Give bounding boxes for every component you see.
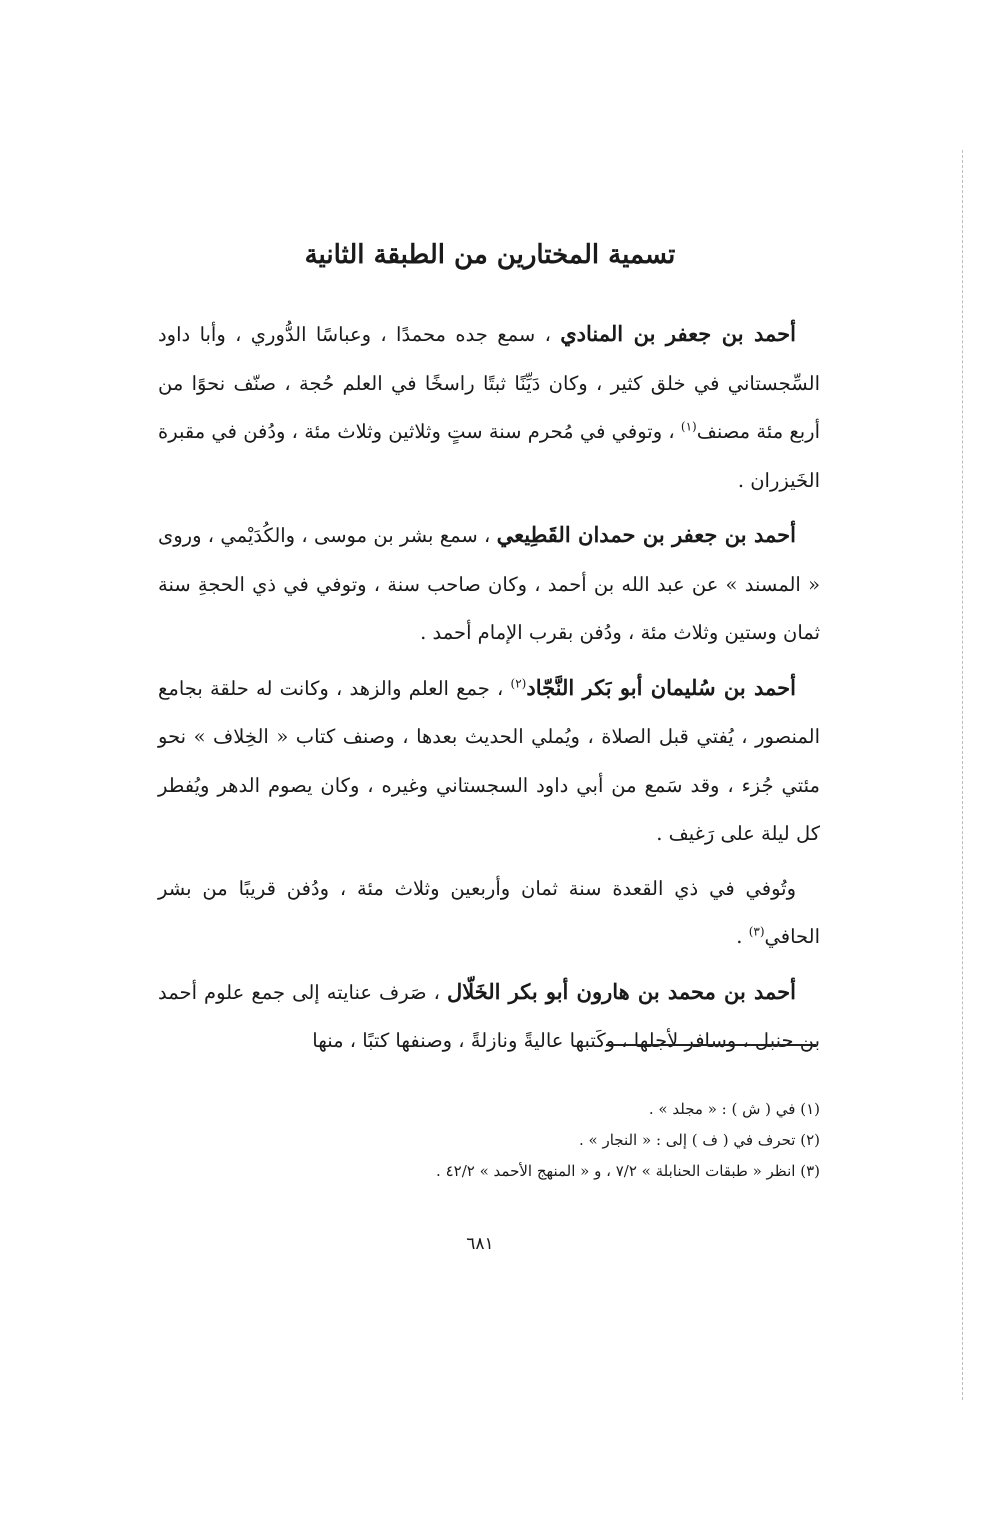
entry-text: ، سمع جده محمدًا ، وعباسًا الدُّوري ، وأبا داود السِّجستاني في خلق كثير ، وكان دَيِّنًا ثبتًا راسخًا في العلم حُجة ، صنّف نحوًا من أربع مئة مصنف [158, 323, 821, 443]
entry-text: ، سمع بشر بن موسى ، والكُدَيْمي ، وروى « المسند » عن عبد الله بن أحمد ، وكان صاحب سنة ، وتوفي في ذي الحجةِ سنة ثمان وستين وثلاث مئة ، ودُفن بقرب الإمام أحمد . [158, 524, 820, 644]
footnote-marker: (٢) [510, 676, 527, 690]
entry-text: ، جمع العلم والزهد ، وكانت له حلقة بجامع المنصور ، يُفتي قبل الصلاة ، ويُملي الحديث بعدها ، وصنف كتاب « الخِلاف » نحو مئتي جُزء ، وقد سَمع من أبي داود السجستاني وغيره ، وكان يصوم الدهر ويُفطر كل ليلة على رَغيف . [158, 676, 820, 845]
entry-name: أحمد بن جعفر بن حمدان القَطِيعي [496, 522, 796, 547]
footnote: (٣) انظر « طبقات الحنابلة » ٧/٢ ، و « المنهج الأحمد » ٤٢/٢ . [436, 1162, 820, 1180]
entry-name: أحمد بن جعفر بن المنادي [560, 321, 796, 346]
entry-paragraph [158, 664, 820, 859]
page-number: ٦٨١ [466, 1234, 494, 1254]
scan-edge-line [962, 150, 963, 1400]
main-text [158, 310, 820, 1072]
entry-paragraph [158, 865, 820, 962]
entry-paragraph [158, 511, 820, 658]
section-title: تسمية المختارين من الطبقة الثانية [304, 240, 676, 271]
entry-text: ، وتوفي في مُحرم سنة ستٍ وثلاثين وثلاث مئة ، ودُفن في مقبرة الخَيزران . [158, 420, 820, 492]
entry-name: أحمد بن سُليمان أبو بَكر النَّجّاد [526, 674, 796, 700]
footnotes [158, 1094, 820, 1187]
entry-text: . [736, 925, 749, 948]
footnote: (٢) تحرف في ( ف ) إلى : « النجار » . [578, 1131, 820, 1149]
entry-text: ، صَرف عنايته إلى جمع علوم أحمد بن حنبل ، وسافر لأجلها ، وكَتبها عاليةً ونازلةً ، وصنفها كتبًا ، منها [158, 980, 820, 1052]
entry-paragraph [158, 310, 820, 505]
entry-name: أحمد بن محمد بن هارون أبو بكر الخَلّال [446, 978, 796, 1004]
footnote-marker: (١) [680, 419, 697, 434]
entry-paragraph [158, 968, 820, 1066]
footnote-separator [606, 1044, 816, 1046]
footnote: (١) في ( ش ) : « مجلد » . [648, 1100, 820, 1118]
footnote-marker: (٣) [748, 924, 765, 939]
entry-text: وتُوفي في ذي القعدة سنة ثمان وأربعين وثلاث مئة ، ودُفن قريبًا من بشر الحافي [158, 876, 820, 948]
